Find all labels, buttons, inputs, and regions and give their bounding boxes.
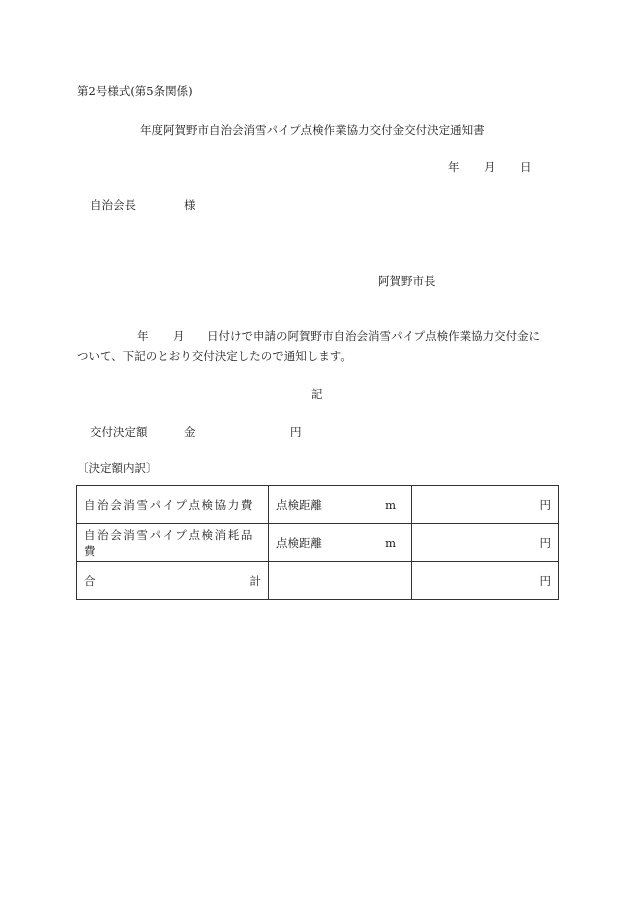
- breakdown-table: [76, 485, 559, 600]
- distance-label: 点検距離: [276, 535, 322, 550]
- table-row: [77, 524, 559, 562]
- item-cell: 自治会消雪パイプ点検協力費: [77, 486, 269, 524]
- date-year: 年: [448, 160, 460, 174]
- form-number: 第2号様式(第5条関係): [77, 84, 193, 98]
- issuer: 阿賀野市長: [378, 274, 436, 288]
- table-row: [77, 486, 559, 524]
- body-year: 年: [137, 329, 149, 343]
- amount-kin: 金: [184, 425, 196, 439]
- amount-label: 交付決定額: [90, 425, 148, 439]
- total-label-left: 合: [84, 573, 96, 588]
- total-empty-cell: [269, 562, 412, 600]
- body-line-1-text: 日付けで申請の阿賀野市自治会消雪パイプ点検作業協力交付金に: [207, 329, 541, 343]
- breakdown-heading: 〔決定額内訳〕: [77, 461, 158, 475]
- date-day: 日: [520, 160, 532, 174]
- total-yen-cell: 円: [412, 562, 559, 600]
- yen-cell: 円: [412, 524, 559, 562]
- total-label-cell: [77, 562, 269, 600]
- ki-heading: 記: [311, 387, 323, 401]
- total-label-right: 計: [249, 573, 261, 588]
- yen-cell: 円: [412, 486, 559, 524]
- document-title: 年度阿賀野市自治会消雪パイプ点検作業協力交付金交付決定通知書: [140, 123, 485, 137]
- item-cell: 自治会消雪パイプ点検消耗品費: [77, 524, 269, 562]
- amount-yen: 円: [290, 425, 302, 439]
- body-line-2: ついて、下記のとおり交付決定したので通知します。: [77, 349, 352, 363]
- addressee-honorific: 様: [184, 198, 196, 212]
- total-row: [77, 562, 559, 600]
- distance-unit: m: [385, 497, 396, 512]
- distance-label: 点検距離: [276, 497, 322, 512]
- date-month: 月: [484, 160, 496, 174]
- distance-cell: [269, 524, 412, 562]
- body-month: 月: [173, 329, 185, 343]
- addressee-name: 自治会長: [90, 198, 136, 212]
- distance-unit: m: [385, 535, 396, 550]
- distance-cell: [269, 486, 412, 524]
